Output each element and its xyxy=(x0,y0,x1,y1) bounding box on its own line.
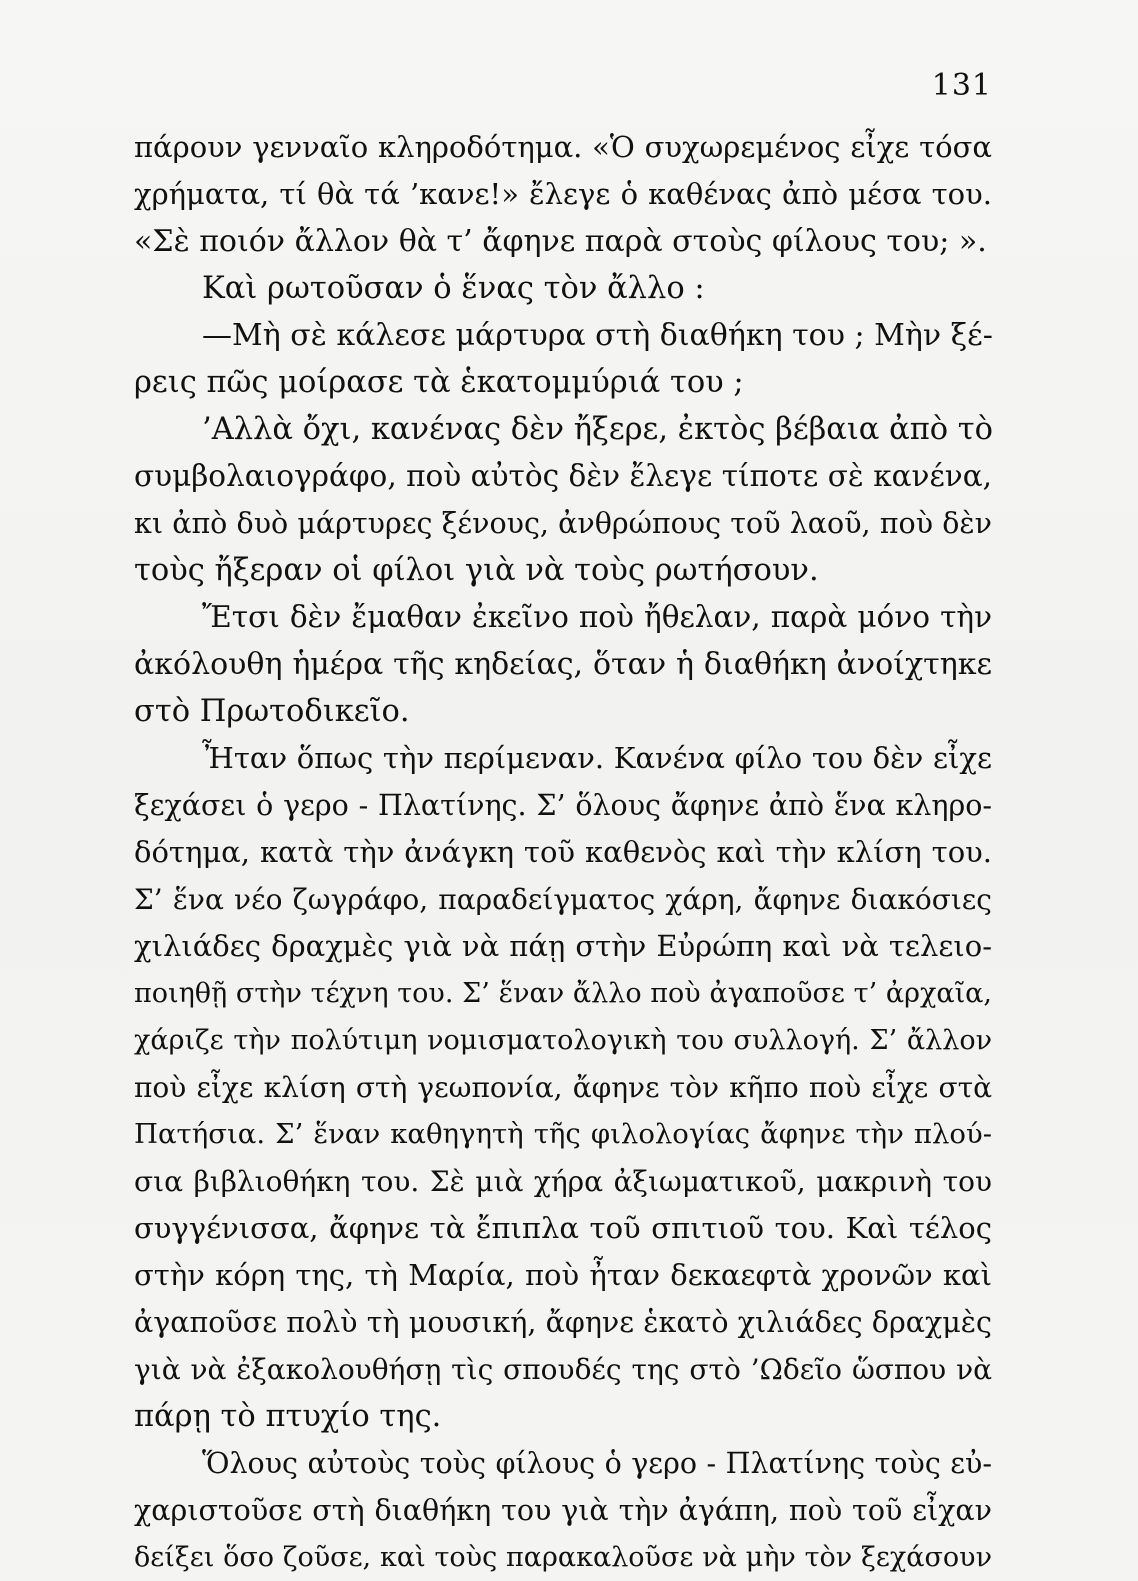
text-line: ποὺ εἶχε κλίση στὴ γεωπονία, ἄφηνε τὸν κῆπο ποὺ εἶχε στὰ xyxy=(134,1071,992,1104)
text-line: κι ἀπὸ δυὸ μάρτυρες ξένους, ἀνθρώπους τοῦ λαοῦ, ποὺ δὲν xyxy=(134,507,992,540)
text-line: χάριζε τὴν πολύτιμη νομισματολογικὴ του συλλογή. Σ’ ἄλλον xyxy=(134,1025,992,1056)
page-number: 131 xyxy=(931,68,992,103)
text-line: γιὰ νὰ ἐξακολουθήσῃ τὶς σπουδές της στὸ ’Ωδεῖο ὥσπου νὰ xyxy=(134,1353,992,1386)
text-line: συγγένισσα, ἄφηνε τὰ ἔπιπλα τοῦ σπιτιοῦ του. Καὶ τέλος xyxy=(134,1211,992,1245)
text-line: Σ’ ἕνα νέο ζωγράφο, παραδείγματος χάρη, ἄφηνε διακόσιες xyxy=(134,883,992,916)
text-line: στὸ Πρωτοδικεῖο. xyxy=(134,694,410,729)
text-line: συμβολαιογράφο, ποὺ αὐτὸς δὲν ἔλεγε τίποτε σὲ κανένα, xyxy=(134,459,992,493)
text-line: χιλιάδες δραχμὲς γιὰ νὰ πάῃ στὴν Εὐρώπη καὶ νὰ τελειο- xyxy=(134,929,992,963)
text-line: Ἔτσι δὲν ἔμαθαν ἐκεῖνο ποὺ ἤθελαν, παρὰ μόνο τὴν xyxy=(202,600,992,634)
body-text xyxy=(134,124,992,1581)
text-line: «Σὲ ποιόν ἄλλον θὰ τ’ ἄφηνε παρὰ στοὺς φίλους του; ». xyxy=(134,224,987,259)
text-line: ’Αλλὰ ὄχι, κανένας δὲν ἤξερε, ἐκτὸς βέβαια ἀπὸ τὸ xyxy=(202,412,994,447)
text-line: Καὶ ρωτοῦσαν ὁ ἕνας τὸν ἄλλο : xyxy=(202,271,705,306)
text-line: ρεις πῶς μοίρασε τὰ ἑκατομμύριά του ; xyxy=(134,365,744,400)
text-line: σια βιβλιοθήκη του. Σὲ μιὰ χήρα ἀξιωματικοῦ, μακρινὴ του xyxy=(134,1165,992,1198)
text-line: τοὺς ἤξεραν οἱ φίλοι γιὰ νὰ τοὺς ρωτήσουν. xyxy=(134,553,819,588)
text-line: ἀκόλουθη ἡμέρα τῆς κηδείας, ὅταν ἡ διαθήκη ἀνοίχτηκε xyxy=(134,647,992,682)
text-line: ποιηθῇ στὴν τέχνη του. Σ’ ἕναν ἄλλο ποὺ ἀγαποῦσε τ’ ἀρχαῖα, xyxy=(134,978,992,1009)
text-line: χρήματα, τί θὰ τά ’κανε!» ἔλεγε ὁ καθένας ἀπὸ μέσα του. xyxy=(134,177,992,211)
text-line: χαριστοῦσε στὴ διαθήκη του γιὰ τὴν ἀγάπη, ποὺ τοῦ εἶχαν xyxy=(134,1494,992,1527)
text-line: στὴν κόρη της, τὴ Μαρία, ποὺ ἦταν δεκαεφτὰ χρονῶν καὶ xyxy=(134,1258,992,1292)
text-line: —Μὴ σὲ κάλεσε μάρτυρα στὴ διαθήκη του ; Μὴν ξέ- xyxy=(202,318,993,353)
text-line: Ἦταν ὅπως τὴν περίμεναν. Κανένα φίλο του δὲν εἶχε xyxy=(202,741,992,775)
text-line: Ὅλους αὐτοὺς τοὺς φίλους ὁ γερο - Πλατίνης τοὺς εὐ- xyxy=(202,1447,992,1480)
text-line: δότημα, κατὰ τὴν ἀνάγκη τοῦ καθενὸς καὶ τὴν κλίση του. xyxy=(134,835,992,869)
text-line: πάρουν γενναῖο κληροδότημα. «Ὁ συχωρεμένος εἶχε τόσα xyxy=(134,130,992,164)
text-line: ἀγαποῦσε πολὺ τὴ μουσική, ἄφηνε ἑκατὸ χιλιάδες δραχμὲς xyxy=(134,1306,992,1339)
text-line: πάρῃ τὸ πτυχίο της. xyxy=(134,1399,442,1434)
text-line: δείξει ὅσο ζοῦσε, καὶ τοὺς παρακαλοῦσε νὰ μὴν τὸν ξεχάσουν xyxy=(134,1542,992,1573)
text-line: Πατήσια. Σ’ ἕναν καθηγητὴ τῆς φιλολογίας ἄφηνε τὴν πλού- xyxy=(134,1118,992,1150)
text-line: ξεχάσει ὁ γερο - Πλατίνης. Σ’ ὅλους ἄφηνε ἀπὸ ἕνα κληρο- xyxy=(134,789,992,822)
